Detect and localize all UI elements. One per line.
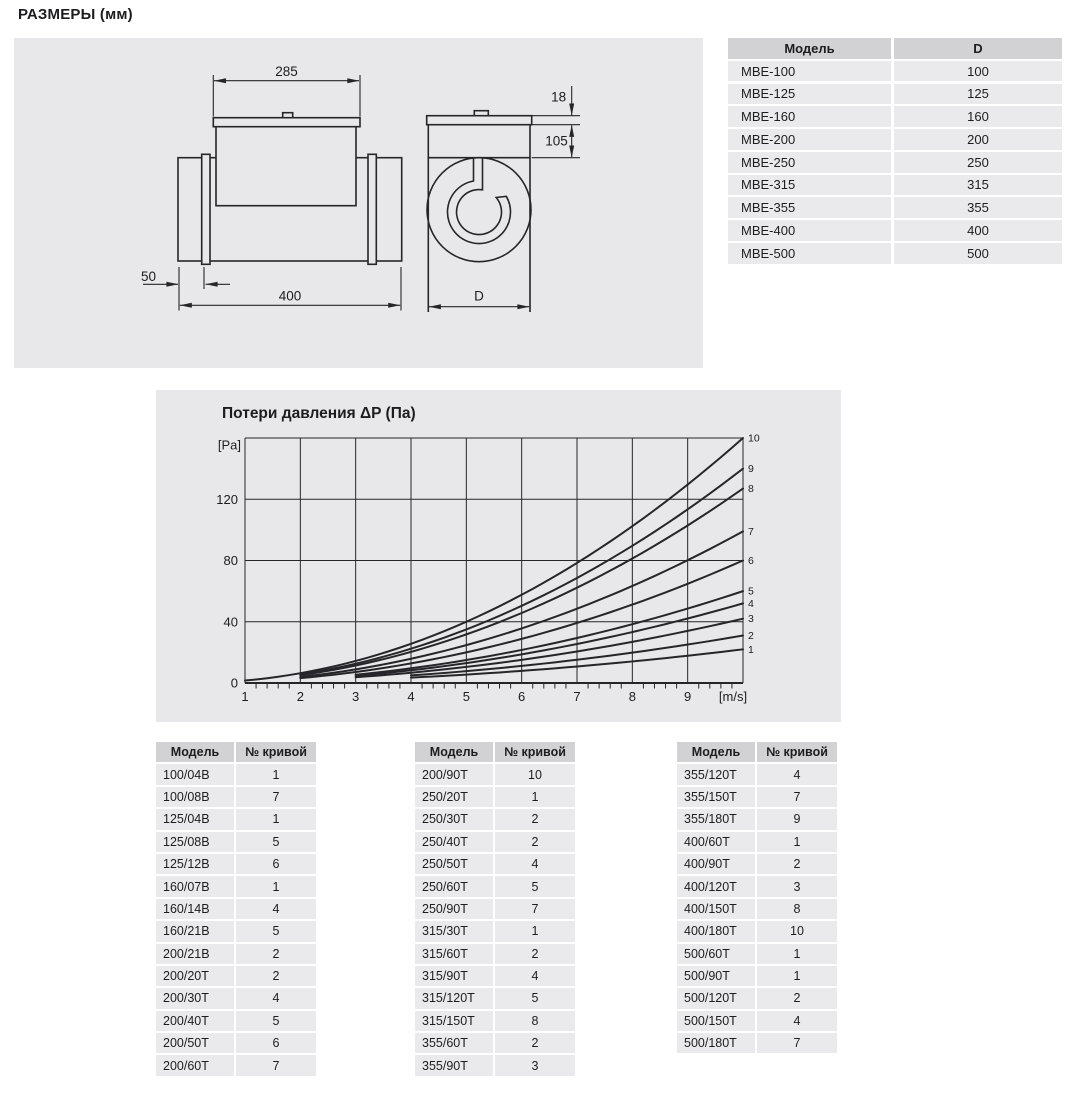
curve-label-4: 4: [748, 597, 754, 610]
y-tick-label: 80: [223, 553, 238, 568]
curve-table-2: [415, 742, 575, 1076]
curve-number-cell: 4: [236, 899, 316, 919]
model-cell: 400/90T: [677, 854, 755, 874]
model-cell: 400/150T: [677, 899, 755, 919]
model-cell: 500/60T: [677, 944, 755, 964]
model-cell: MBE-125: [728, 84, 891, 105]
table-row: [156, 832, 316, 852]
curve-number-cell: 7: [495, 899, 575, 919]
table-header-row: [415, 742, 575, 762]
model-cell: 315/60T: [415, 944, 493, 964]
table-row: [677, 787, 837, 807]
dimensions-drawing-panel: [14, 38, 703, 368]
dim-label-18: 18: [551, 89, 567, 105]
curve-number-cell: 1: [236, 876, 316, 896]
table-row: [415, 787, 575, 807]
curve-number-cell: 1: [757, 832, 837, 852]
arrow-18-down: [569, 104, 574, 116]
table-row: [156, 854, 316, 874]
terminal-box: [216, 127, 356, 206]
dimension-drawing: [14, 38, 703, 368]
column-header: Модель: [156, 742, 234, 762]
curve-number-cell: 2: [495, 809, 575, 829]
curve-10: [245, 438, 743, 681]
table-row: [156, 921, 316, 941]
table-row: [677, 944, 837, 964]
model-cell: 355/120T: [677, 764, 755, 784]
terminal-box-cover: [213, 118, 360, 127]
diameter-cell: 500: [894, 243, 1062, 264]
table-row: [415, 966, 575, 986]
flange-left: [202, 154, 210, 264]
curve-label-3: 3: [748, 613, 754, 626]
model-cell: 160/14B: [156, 899, 234, 919]
table-header-row: [677, 742, 837, 762]
curve-number-cell: 2: [236, 944, 316, 964]
curve-number-cell: 4: [236, 988, 316, 1008]
curve-number-cell: 5: [495, 988, 575, 1008]
curve-label-10: 10: [748, 432, 760, 445]
y-axis-unit-label: [Pa]: [217, 437, 241, 453]
curve-table-1: [156, 742, 316, 1076]
diameter-cell: 355: [894, 197, 1062, 218]
dim-label-d: D: [474, 288, 484, 304]
diameter-cell: 250: [894, 152, 1062, 173]
model-cell: 200/30T: [156, 988, 234, 1008]
table-row: [677, 899, 837, 919]
curve-number-cell: 9: [757, 809, 837, 829]
table-row: [156, 1011, 316, 1031]
curve-number-cell: 10: [495, 764, 575, 784]
model-cell: 400/180T: [677, 921, 755, 941]
cover-knob-front: [474, 111, 488, 116]
curve-number-cell: 4: [495, 966, 575, 986]
model-cell: 500/150T: [677, 1011, 755, 1031]
model-cell: 315/150T: [415, 1011, 493, 1031]
curve-number-cell: 5: [236, 921, 316, 941]
curve-number-cell: 1: [757, 966, 837, 986]
diameter-cell: 200: [894, 129, 1062, 150]
column-header: Модель: [677, 742, 755, 762]
model-cell: 355/180T: [677, 809, 755, 829]
model-cell: 500/120T: [677, 988, 755, 1008]
model-cell: 400/120T: [677, 876, 755, 896]
model-cell: MBE-500: [728, 243, 891, 264]
table-header-row: [728, 38, 1062, 59]
table-row: [677, 832, 837, 852]
model-cell: 250/40T: [415, 832, 493, 852]
arrow-d-right: [517, 304, 529, 309]
model-cell: 200/21B: [156, 944, 234, 964]
curve-4: [356, 603, 743, 675]
dim-label-285: 285: [275, 64, 298, 79]
size-table: [728, 38, 1062, 264]
model-cell: 250/30T: [415, 809, 493, 829]
table-row: [415, 921, 575, 941]
table-row: [156, 809, 316, 829]
table-row: [728, 152, 1062, 173]
cover-knob-side: [283, 113, 293, 118]
curve-number-cell: 7: [757, 787, 837, 807]
column-header: № кривой: [236, 742, 316, 762]
heating-element-symbol: [448, 158, 511, 244]
model-cell: 250/50T: [415, 854, 493, 874]
x-tick-label: 2: [296, 689, 304, 704]
curve-number-cell: 3: [757, 876, 837, 896]
table-row: [677, 764, 837, 784]
curve-label-7: 7: [748, 525, 754, 538]
table-row: [415, 876, 575, 896]
curve-number-cell: 2: [757, 988, 837, 1008]
model-cell: 355/90T: [415, 1055, 493, 1075]
curve-number-cell: 8: [495, 1011, 575, 1031]
model-cell: 315/90T: [415, 966, 493, 986]
arrow-105-up: [569, 125, 574, 137]
curve-number-cell: 7: [757, 1033, 837, 1053]
dim-label-50: 50: [140, 269, 157, 284]
model-cell: 355/150T: [677, 787, 755, 807]
model-cell: 125/12B: [156, 854, 234, 874]
model-cell: MBE-160: [728, 106, 891, 127]
arrow-50-right: [206, 282, 218, 287]
curve-number-cell: 10: [757, 921, 837, 941]
y-tick-label: 120: [216, 491, 238, 507]
model-cell: 125/08B: [156, 832, 234, 852]
table-row: [728, 197, 1062, 218]
curve-number-cell: 3: [495, 1055, 575, 1075]
flange-right: [368, 154, 376, 264]
curve-label-2: 2: [748, 630, 754, 643]
table-row: [677, 988, 837, 1008]
x-tick-label: 3: [352, 689, 360, 704]
curve-table-3: [677, 742, 837, 1053]
curve-number-cell: 1: [236, 809, 316, 829]
arrow-400-left: [180, 303, 192, 308]
table-row: [156, 787, 316, 807]
curve-number-cell: 1: [236, 764, 316, 784]
model-cell: 500/90T: [677, 966, 755, 986]
table-header-row: [156, 742, 316, 762]
column-header: Модель: [728, 38, 891, 59]
model-cell: 355/60T: [415, 1033, 493, 1053]
model-cell: 200/60T: [156, 1055, 234, 1075]
curve-number-cell: 7: [236, 1055, 316, 1075]
column-header: № кривой: [495, 742, 575, 762]
x-axis-unit-label: [m/s]: [718, 689, 748, 704]
column-header: D: [894, 38, 1062, 59]
table-row: [415, 809, 575, 829]
curve-number-cell: 2: [757, 854, 837, 874]
arrow-105-down: [569, 146, 574, 158]
model-cell: 315/30T: [415, 921, 493, 941]
table-row: [728, 243, 1062, 264]
model-cell: 400/60T: [677, 832, 755, 852]
model-cell: 200/20T: [156, 966, 234, 986]
x-tick-label: 7: [573, 689, 581, 704]
curve-number-cell: 4: [757, 764, 837, 784]
table-row: [677, 921, 837, 941]
table-row: [156, 764, 316, 784]
table-row: [156, 944, 316, 964]
curve-number-cell: 1: [757, 944, 837, 964]
pressure-loss-chart-panel: [156, 390, 841, 722]
x-tick-label: 1: [241, 689, 249, 704]
model-cell: MBE-250: [728, 152, 891, 173]
arrow-400-right: [388, 303, 400, 308]
table-row: [728, 129, 1062, 150]
table-row: [156, 1055, 316, 1075]
curve-label-9: 9: [748, 463, 754, 476]
model-cell: 250/60T: [415, 876, 493, 896]
table-row: [728, 220, 1062, 241]
curve-label-1: 1: [748, 643, 754, 656]
curve-number-cell: 1: [495, 787, 575, 807]
table-row: [156, 876, 316, 896]
diameter-cell: 100: [894, 61, 1062, 82]
front-cover: [427, 116, 532, 125]
model-cell: 200/50T: [156, 1033, 234, 1053]
arrow-d-left: [429, 304, 441, 309]
model-cell: MBE-100: [728, 61, 891, 82]
model-cell: 315/120T: [415, 988, 493, 1008]
curve-number-cell: 6: [236, 854, 316, 874]
x-tick-label: 8: [628, 689, 636, 704]
curve-number-cell: 7: [236, 787, 316, 807]
column-header: № кривой: [757, 742, 837, 762]
table-row: [156, 1033, 316, 1053]
arrow-50-left: [166, 282, 178, 287]
model-cell: MBE-200: [728, 129, 891, 150]
table-row: [677, 1033, 837, 1053]
model-cell: 100/04B: [156, 764, 234, 784]
table-row: [677, 809, 837, 829]
curve-number-cell: 5: [495, 876, 575, 896]
y-tick-label: 40: [223, 614, 238, 630]
x-tick-label: 5: [462, 689, 470, 704]
table-row: [728, 175, 1062, 196]
x-tick-label: 9: [684, 689, 692, 704]
model-cell: MBE-400: [728, 220, 891, 241]
curve-label-8: 8: [748, 483, 754, 496]
table-row: [415, 988, 575, 1008]
table-row: [156, 988, 316, 1008]
curve-number-cell: 6: [236, 1033, 316, 1053]
curve-number-cell: 2: [236, 966, 316, 986]
table-row: [415, 1011, 575, 1031]
model-cell: 200/40T: [156, 1011, 234, 1031]
table-row: [415, 832, 575, 852]
curve-number-cell: 4: [495, 854, 575, 874]
model-cell: 200/90T: [415, 764, 493, 784]
table-row: [728, 84, 1062, 105]
pressure-loss-chart: [156, 390, 841, 722]
curve-number-cell: 1: [495, 921, 575, 941]
model-cell: 250/20T: [415, 787, 493, 807]
table-row: [415, 1055, 575, 1075]
arrow-285-left: [214, 78, 226, 83]
model-cell: 100/08B: [156, 787, 234, 807]
table-row: [415, 944, 575, 964]
chart-title: Потери давления ΔP (Па): [222, 405, 416, 422]
model-cell: MBE-315: [728, 175, 891, 196]
table-row: [677, 966, 837, 986]
model-cell: 125/04B: [156, 809, 234, 829]
table-row: [728, 61, 1062, 82]
table-row: [156, 899, 316, 919]
table-row: [677, 1011, 837, 1031]
model-cell: 500/180T: [677, 1033, 755, 1053]
curve-number-cell: 2: [495, 832, 575, 852]
curve-label-6: 6: [748, 555, 754, 567]
diameter-cell: 315: [894, 175, 1062, 196]
table-row: [415, 764, 575, 784]
duct-circle: [427, 158, 531, 262]
diameter-cell: 125: [894, 84, 1062, 105]
dim-label-105: 105: [545, 133, 568, 149]
diameter-cell: 400: [894, 220, 1062, 241]
curve-number-cell: 5: [236, 1011, 316, 1031]
x-tick-label: 6: [518, 689, 526, 704]
page-title: РАЗМЕРЫ (мм): [18, 6, 133, 23]
dim-label-400: 400: [278, 288, 302, 304]
model-cell: 160/07B: [156, 876, 234, 896]
table-row: [415, 1033, 575, 1053]
table-row: [677, 876, 837, 896]
model-cell: 160/21B: [156, 921, 234, 941]
front-casing-sides: [428, 125, 530, 312]
table-row: [677, 854, 837, 874]
model-cell: MBE-355: [728, 197, 891, 218]
table-row: [415, 899, 575, 919]
table-row: [156, 966, 316, 986]
curve-number-cell: 8: [757, 899, 837, 919]
curve-number-cell: 5: [236, 832, 316, 852]
model-cell: 250/90T: [415, 899, 493, 919]
curve-number-cell: 4: [757, 1011, 837, 1031]
curve-number-cell: 2: [495, 944, 575, 964]
diameter-cell: 160: [894, 106, 1062, 127]
y-tick-label: 0: [230, 675, 238, 691]
curve-label-5: 5: [748, 585, 754, 598]
table-row: [415, 854, 575, 874]
arrow-285-right: [347, 78, 359, 83]
column-header: Модель: [415, 742, 493, 762]
x-tick-label: 4: [407, 689, 415, 704]
curve-number-cell: 2: [495, 1033, 575, 1053]
table-row: [728, 106, 1062, 127]
